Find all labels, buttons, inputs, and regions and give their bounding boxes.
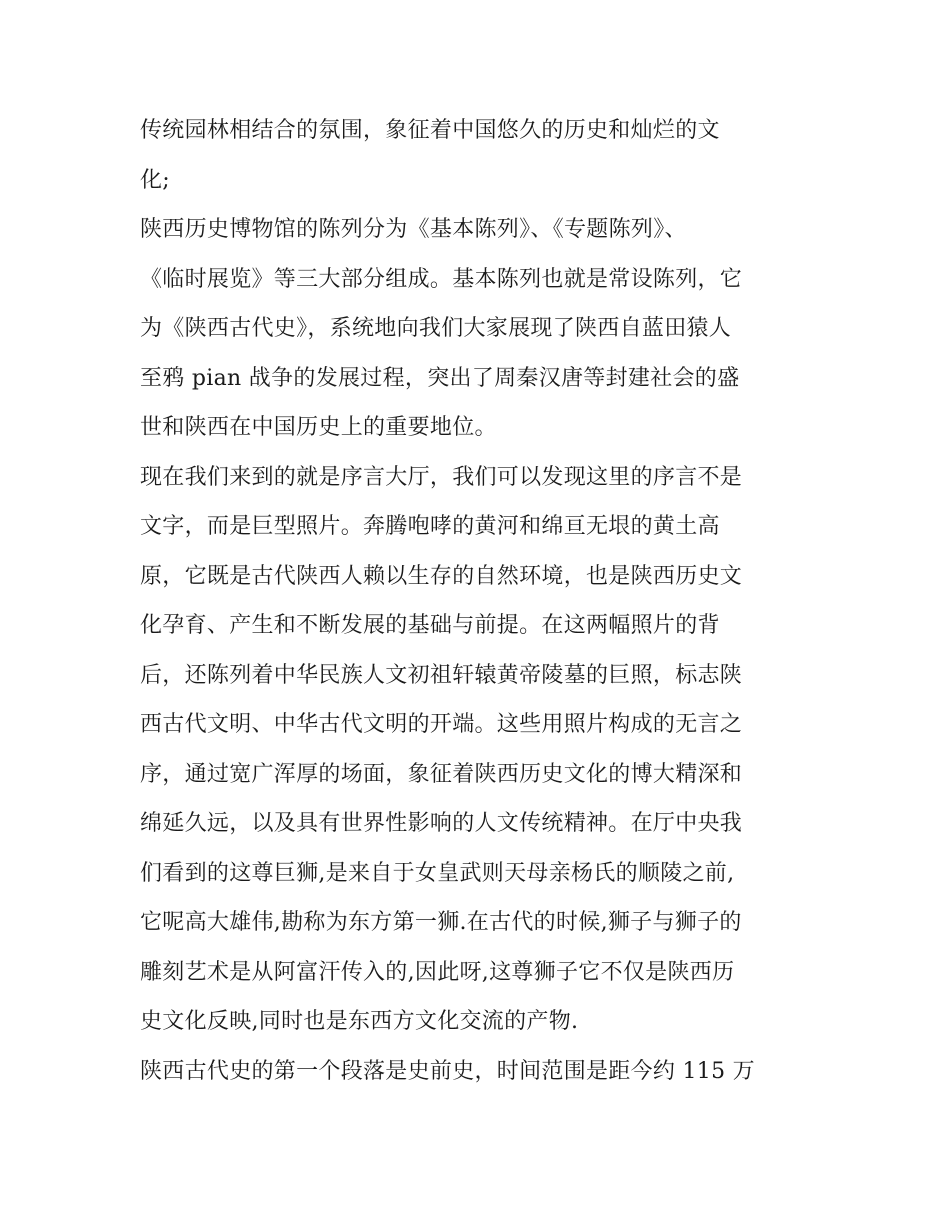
text-line: 绵延久远，以及具有世界性影响的人文传统精神。在厅中央我: [140, 811, 743, 836]
text-line: 西古代文明、中华古代文明的开端。这些用照片构成的无言之: [140, 712, 743, 737]
text-line: 世和陕西在中国历史上的重要地位。: [140, 415, 497, 440]
paragraph: [140, 205, 820, 453]
text-line: 文字，而是巨型照片。奔腾咆哮的黄河和绵亘无垠的黄土高: [140, 514, 720, 539]
text-line: 序，通过宽广浑厚的场面，象征着陕西历史文化的博大精深和: [140, 761, 743, 787]
text-line: 化;: [140, 167, 171, 193]
text-line: 至鸦 pian 战争的发展过程，突出了周秦汉唐等封建社会的盛: [140, 365, 740, 391]
text-line: 陕西历史博物馆的陈列分为《基本陈列》、《专题陈列》、: [140, 217, 687, 242]
text-line: 现在我们来到的就是序言大厅，我们可以发现这里的序言不是: [140, 464, 743, 490]
text-line: 史文化反映,同时也是东西方文化交流的产物.: [140, 1009, 579, 1034]
paragraph: [140, 106, 820, 205]
paragraph: [140, 453, 820, 1047]
paragraph: [140, 1047, 820, 1097]
text-line: 们看到的这尊巨狮,是来自于女皇武则天母亲杨氏的顺陵之前,: [140, 860, 735, 886]
text-line: 后，还陈列着中华民族人文初祖轩辕黄帝陵墓的巨照，标志陕: [140, 662, 743, 688]
text-line: 传统园林相结合的氛围，象征着中国悠久的历史和灿烂的文: [140, 118, 720, 143]
text-line: 它呢高大雄伟,勘称为东方第一狮.在古代的时候,狮子与狮子的: [140, 910, 742, 935]
text-line: 原，它既是古代陕西人赖以生存的自然环境，也是陕西历史文: [140, 563, 743, 589]
text-line: 为《陕西古代史》，系统地向我们大家展现了陕西自蓝田猿人: [140, 316, 732, 341]
text-line: 陕西古代史的第一个段落是史前史，时间范围是距今约 115 万: [140, 1058, 755, 1084]
text-line: 雕刻艺术是从阿富汗传入的,因此呀,这尊狮子它不仅是陕西历: [140, 959, 735, 985]
text-line: 《临时展览》等三大部分组成。基本陈列也就是常设陈列，它: [140, 266, 743, 292]
body-text: [140, 106, 820, 1096]
text-line: 化孕育、产生和不断发展的基础与前提。在这两幅照片的背: [140, 613, 720, 638]
